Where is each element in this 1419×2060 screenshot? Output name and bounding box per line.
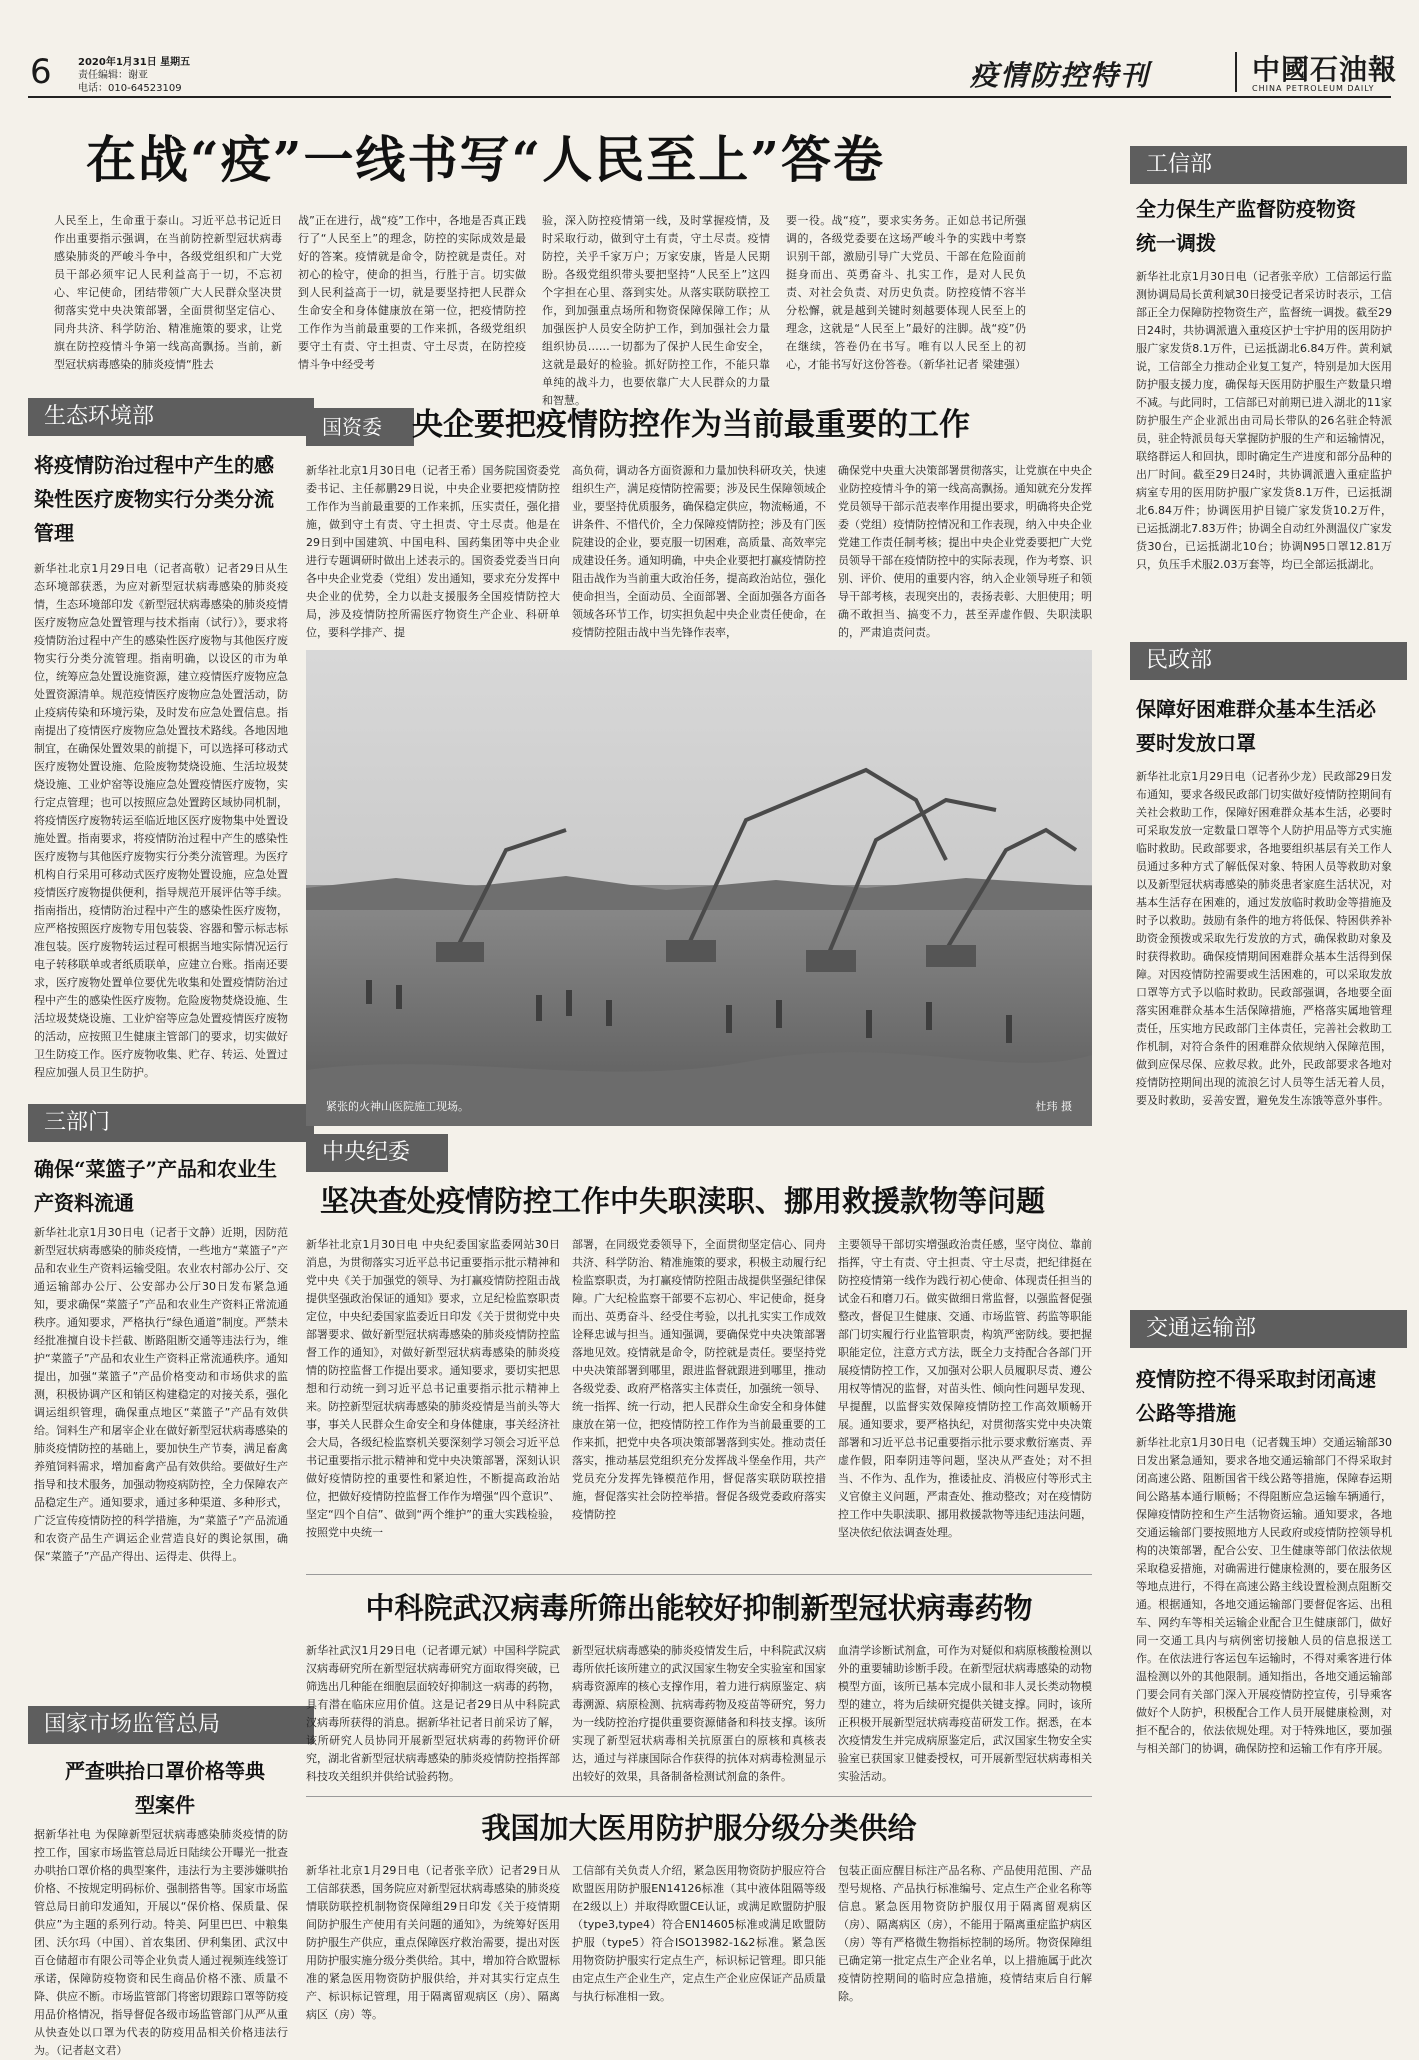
special-issue-label: 疫情防控特刊 bbox=[970, 59, 1151, 92]
cdi-col-3: 主要领导干部切实增强政治责任感，坚守岗位、靠前指挥，守土有责、守土担责、守土尽责，把纪律挺在防控疫情第一线作为践行初心使命、体现责任担当的试金石和磨刀石。做实做细日常监督，以强监督促强整改，督促卫生健康、交通、市场监管、药监等职能部门切实履行行业监管职责，构筑严密防线。要把握职能定位，注意方式方法，既全力支持配合各部门开展疫情防控工作，又加强对公职人员履职尽责、遵公用权等情况的监督，对苗头性、倾向性问题早发现、早提醒，以监督实效保障疫情防控工作高效顺畅开展。通知要求，要严格执纪，对贯彻落实党中央决策部署和习近平总书记重要指示批示要求敷衍塞责、弄虚作假，阳奉阴违等问题，坚决从严查处；对不担当、不作为、乱作为，推诿扯皮、消极应付等形式主义官僚主义问题，严肃查处、推动整改；对在疫情防控工作中失职渎职、挪用救援款物等违纪违法问题，坚决依纪依法调查处理。 bbox=[838, 1238, 1092, 1539]
section-label-transport: 交通运输部 bbox=[1130, 1310, 1407, 1348]
virus-title: 中科院武汉病毒所筛出能较好抑制新型冠状病毒药物 bbox=[365, 1591, 1033, 1625]
section-label-cdi: 中央纪委 bbox=[306, 1134, 448, 1172]
construction-site-illustration bbox=[306, 650, 1092, 1126]
construction-site-photo bbox=[306, 650, 1092, 1126]
lead-col-1: 人民至上，生命重于泰山。习近平总书记近日作出重要指示强调，在当前防控新型冠状病毒感染肺炎的严峻斗争中，各级党组织和广大党员干部必须牢记人民利益高于一切，不忘初心、牢记使命，团结带领广大人民群众坚决贯彻落实党中央决策部署，全面贯彻坚定信心、同舟共济、科学防治、精准施策的要求，让党旗在防控疫情斗争第一线高高飘扬。当前，新型冠状病毒感染的肺炎疫情“胜去 bbox=[54, 214, 282, 371]
market-body: 据新华社电 为保障新型冠状病毒感染肺炎疫情的防控工作，国家市场监管总局近日陆续公开曝光一批查办哄抬口罩价格的典型案件，违法行为主要涉嫌哄抬价格、不按规定明码标价、强制搭售等。国家市场监管总局日前印发通知，开展以“保价格、保质量、保供应”为主题的系列行动。特美、阿里巴巴、中粮集团、沃尔玛（中国）、首农集团、伊利集团、武汉中百仓储超市有限公司等企业负责人通过视频连线签订承诺，保障防疫物资和民生商品价格不涨、质量不降、供应不断。市场监管部门将密切跟踪口罩等防疫用品价格情况，指导督促各级市场监管部门从严从重从快查处以口罩为代表的防疫用品相关价格违法行为。（记者赵文君） bbox=[34, 1828, 288, 2057]
issue-date: 2020年1月31日 星期五 bbox=[78, 57, 191, 68]
ppe-col-3: 包装正面应醒目标注产品名称、产品使用范围、产品型号规格、产品执行标准编号、定点生产企业名称等信息。紧急医用物资防护服仅用于隔离留观病区（房）、隔离病区（房），不能用于隔离重症监护病区（房）等有严格微生物指标控制的场所。物资保障组已确定第一批定点生产企业名单，以上措施属于此次疫情防控期间的临时应急措施，疫情结束后自行解除。 bbox=[838, 1864, 1092, 2003]
cdi-col-1: 新华社北京1月30日电 中央纪委国家监委网站30日消息，为贯彻落实习近平总书记重要指示批示精神和党中央《关于加强党的领导、为打赢疫情防控阻击战提供坚强政治保证的通知》要求，立足纪检监察职责定位，中央纪委国家监委近日印发《关于贯彻党中央部署要求、做好新型冠状病毒感染的肺炎疫情防控监督工作的通知》，对做好新型冠状病毒感染的肺炎疫情的防控监督工作提出要求。通知要求，要切实把思想和行动统一到习近平总书记重要指示批示精神上来。防控新型冠状病毒感染的肺炎疫情是当前头等大事，事关人民群众生命安全和身体健康，事关经济社会大局，各级纪检监察机关要深刻学习领会习近平总书记重要指示批示精神和党中央决策部署，深刻认识做好疫情防控的重要性和紧迫性，不断提高政治站位，把做好疫情防控监督工作作为增强“四个意识”、坚定“四个自信”、做到“两个维护”的重大实践检验，按照党中央统一 bbox=[306, 1238, 560, 1539]
lead-headline: 在战“疫”一线书写“人民至上”答卷 bbox=[86, 130, 886, 189]
sasac-col-3: 确保党中央重大决策部署贯彻落实，让党旗在中央企业防控疫情斗争的第一线高高飘扬。通知就充分发挥党员领导干部示范表率作用提出要求，明确将央企党委（党组）疫情防控情况和工作表现，纳入中央企业党建工作责任制考核；提出中央企业党委要把广大党员领导干部在疫情防控中的实际表现，作为考察、识别、评价、使用的重要内容，纳入企业领导班子和领导干部考核，表现突出的，表扬表彰、大胆使用；明确不敢担当、搞变不力，甚至弄虚作假、失职渎职的，严肃追责问责。 bbox=[838, 464, 1092, 639]
sasac-title: 央企要把疫情防控作为当前最重要的工作 bbox=[412, 407, 970, 443]
divider bbox=[306, 1574, 1092, 1575]
divider-vertical bbox=[1235, 52, 1237, 92]
transport-body: 新华社北京1月30日电（记者魏玉坤）交通运输部30日发出紧急通知，要求各地交通运输部门不得采取封闭高速公路、阻断国省干线公路等措施，保障春运期间公路基本通行顺畅；不得阻断应急运输车辆通行，保障疫情防控和生产生活物资运输。通知要求，各地交通运输部门要按照地方人民政府或疫情防控领导机构的决策部署，配合公安、卫生健康等部门依法依规采取稳妥措施，对确需进行健康检测的，要在服务区等地点进行，不得在高速公路主线设置检测点阻断交通。根据通知，各地交通运输部门要督促客运、出租车、网约车等相关运输企业配合卫生健康部门，做好同一交通工具内与病例密切接触人员的信息报送工作。在依法进行客运包车运输时，不得对乘客进行体温检测以外的其他限制。通知指出，各地交通运输部门要会同有关部门深入开展疫情防控宣传，引导乘客做好个人防护，积极配合工作人员开展健康检测，对拒不配合的，依法依规处理。对于特殊地区，要加强与相关部门的协调，确保防控和运输工作有序开展。 bbox=[1136, 1436, 1392, 1755]
lead-col-4: 要一役。战“疫”，要求实务务。正如总书记所强调的，各级党委要在这场严峻斗争的实践中考察识别干部，激励引导广大党员、干部在危险面前挺身而出、英勇奋斗、扎实工作，是对人民负责、对社会负责、对历史负责。防控疫情不容半分松懈，就是越到关键时刻越要体现人民至上的理念，这就是“人民至上”最好的注脚。战“疫”仍在继续，答卷仍在书写。唯有以人民至上的初心，才能书写好这份答卷。（新华社记者 梁建强） bbox=[786, 214, 1026, 371]
cdi-col-2: 部署，在同级党委领导下，全面贯彻坚定信心、同舟共济、科学防治、精准施策的要求，积极主动履行纪检监察职责，为打赢疫情防控阻击战提供坚强纪律保障。广大纪检监察干部要不忘初心、牢记使命，挺身而出、英勇奋斗、经受住考验，以扎扎实实工作成效诠释忠诚与担当。通知强调，要确保党中央决策部署落地见效。疫情就是命令，防控就是责任。要坚持党中央决策部署到哪里，跟进监督就跟进到哪里，推动各级党委、政府严格落实主体责任，加强统一领导、统一指挥、统一行动，把人民群众生命安全和身体健康放在第一位，把疫情防控工作作为当前最重要的工作来抓，把党中央各项决策部署落到实处。推动责任落实，推动基层党组织充分发挥战斗堡垒作用，共产党员充分发挥先锋模范作用，督促落实联防联控措施，督促落实社会防控举措。督促各级党委政府落实疫情防控 bbox=[572, 1238, 826, 1521]
paper-name: 中國石油報 bbox=[1252, 53, 1398, 86]
section-label-market: 国家市场监管总局 bbox=[28, 1706, 314, 1744]
photo-caption: 紧张的火神山医院施工现场。 bbox=[326, 1100, 469, 1113]
agri-title: 确保“菜篮子”产品和农业生产资料流通 bbox=[34, 1157, 278, 1215]
section-label-eco: 生态环境部 bbox=[28, 398, 314, 436]
cdi-title: 坚决查处疫情防控工作中失职渎职、挪用救援款物等问题 bbox=[320, 1184, 1046, 1218]
ppe-col-1: 新华社北京1月29日电（记者张辛欣）记者29日从工信部获悉，国务院应对新型冠状病毒感染的肺炎疫情联防联控机制物资保障组29日印发《关于疫情期间防护服生产使用有关问题的通知》，为统筹好医用防护服生产供应，重点保障医疗救治需要，提出对医用防护服实施分级分类供给。其中，增加符合欧盟标准的紧急医用物资防护服供给，并对其实行定点生产、标识标记管理，用于隔离留观病区（房）、隔离病区（房）等。 bbox=[306, 1864, 560, 2021]
section-label-sasac: 国资委 bbox=[306, 408, 414, 446]
photo-credit: 杜玮 摄 bbox=[1035, 1100, 1072, 1113]
divider bbox=[306, 1796, 1092, 1797]
page-number: 6 bbox=[30, 52, 52, 92]
ppe-title: 我国加大医用防护服分级分类供给 bbox=[481, 1811, 917, 1845]
lead-col-3: 验，深入防控疫情第一线，及时掌握疫情，及时采取行动，做到守土有责，守土尽责。疫情防控，关乎千家万户；万家安康，皆是人民期盼。各级党组织带头要把坚持“人民至上”这四个字担在心里、落到实处。从落实联防联控工作，到加强重点场所和物资保障保障工作；从加强医护人员安全防护工作，到加强社会力量组织协员……一切都为了保护人民生命安全，这就是最好的检验。抓好防控工作，不能只靠单纯的战斗力，也要依靠广大人民群众的力量和智慧。 bbox=[542, 214, 770, 407]
ppe-col-2: 工信部有关负责人介绍，紧急医用物资防护服应符合欧盟医用防护服EN14126标准（其中液体阻隔等级在2级以上）并取得欧盟CE认证，或满足欧盟防护服（type3,type4）符合EN14605标准或满足欧盟防护服（type5）符合ISO13982-1&2标准。紧急医用物资防护服实行定点生产，标识标记管理。即只能由定点生产企业生产，定点生产企业应保证产品质量与执行标准相一致。 bbox=[572, 1864, 826, 2003]
lead-col-2: 战”正在进行，战“疫”工作中，各地是否真正践行了“人民至上”的理念，防控的实际成效是最好的答案。疫情就是命令，防控就是责任。对初心的检守，使命的担当，行胜于言。切实做到人民利益高于一切，就是要坚持把人民群众生命安全和身体健康放在第一位，把疫情防控工作作为当前最重要的工作来抓，各级党组织要守土有责、守土担责、守土尽责，在防控疫情斗争中经受考 bbox=[298, 214, 526, 371]
paper-name-en: CHINA PETROLEUM DAILY bbox=[1252, 84, 1375, 93]
section-label-miit: 工信部 bbox=[1130, 146, 1407, 184]
sasac-col-1: 新华社北京1月30日电（记者王希）国务院国资委党委书记、主任郝鹏29日说，中央企业要把疫情防控工作作为当前最重要的工作来抓，压实责任，强化措施，做到守土有责、守土担责、守土尽责。他是在29日到中国建筑、中国电科、国药集团等中央企业进行专题调研时做出上述表示的。国资委党委当日向各中央企业党委（党组）发出通知，要求充分发挥中央企业的优势，全力以赴支援服务全国疫情防控大局，涉及疫情防控所需医疗物资生产企业、科研单位，要科学排产、提 bbox=[306, 464, 560, 639]
transport-title: 疫情防控不得采取封闭高速公路等措施 bbox=[1136, 1367, 1376, 1425]
civil-title: 保障好困难群众基本生活必要时发放口罩 bbox=[1136, 697, 1376, 755]
section-label-civil: 民政部 bbox=[1130, 642, 1407, 680]
virus-col-3: 血清学诊断试剂盒，可作为对疑似和病原核酸检测以外的重要辅助诊断手段。在新型冠状病毒感染的动物模型方面，该所已基本完成小鼠和非人灵长类动物模型的建立，将为后续研究提供关键支撑。同时，该所正积极开展新型冠状病毒疫苗研发工作。据悉，在本次疫情发生并完成病原鉴定后，武汉国家生物安全实验室已获国家卫健委授权，可开展新型冠状病毒相关实验活动。 bbox=[838, 1644, 1092, 1783]
civil-body: 新华社北京1月29日电（记者孙少龙）民政部29日发布通知，要求各级民政部门切实做好疫情防控期间有关社会救助工作，保障好困难群众基本生活，必要时可采取发放一定数量口罩等个人防护用品等方式实施临时救助。民政部要求，各地要组织基层有关工作人员通过多种方式了解低保对象、特困人员等救助对象以及新型冠状病毒感染的肺炎患者家庭生活状况，对基本生活存在困难的，通过发放临时救助金等措施及时予以救助。鼓励有条件的地方将低保、特困供养补助资金预拨或采取先行发放的方式，确保救助对象及时获得救助。确保疫情期间困难群众基本生活得到保障。对因疫情防控需要或生活困难的，可以采取发放口罩等方式予以临时救助。民政部强调，各地要全面落实困难群众基本生活保障措施，严格落实属地管理责任，压实地方民政部门主体责任，完善社会救助工作机制，对符合条件的困难群众依规纳入保障范围，做到应保尽保、应救尽救。此外，民政部要求各地对疫情防控期间出现的流浪乞讨人员等生活无着人员，要及时救助，妥善安置，避免发生冻饿等意外事件。 bbox=[1136, 770, 1392, 1107]
eco-body: 新华社北京1月29日电（记者高敬）记者29日从生态环境部获悉，为应对新型冠状病毒感染的肺炎疫情，生态环境部印发《新型冠状病毒感染的肺炎疫情医疗废物应急处置管理与技术指南（试行）》，要求将疫情防治过程中产生的感染性医疗废物与其他医疗废物实行分类分流管理。指南明确，以设区的市为单位，统筹应急处置设施资源，建立疫情医疗废物应急处置资源清单。规范疫情医疗废物应急处置活动，防止疫病传染和环境污染，及时发布应急处置信息。指南提出了疫情医疗废物应急处置技术路线。各地因地制宜，在确保处置效果的前提下，可以选择可移动式医疗废物处置设施、危险废物焚烧设施、生活垃圾焚烧设施、工业炉窑等设施应急处置疫情医疗废物，实行定点管理；也可以按照应急处置跨区域协同机制，将疫情医疗废物转运至临近地区医疗废物集中处置设施处置。指南要求，将疫情防治过程中产生的感染性医疗废物与其他医疗废物实行分类分流管理。为医疗机构自行采用可移动式医疗废物处置设施，应急处置疫情医疗废物提供便利，指导规范开展评估等手续。指南指出，疫情防治过程中产生的感染性医疗废物，应严格按照医疗废物专用包装袋、容器和警示标志标准包装。医疗废物转运过程可根据当地实际情况运行电子转移联单或者纸质联单，应建立台账。指南还要求，医疗废物处置单位要优先收集和处置疫情防治过程中产生的感染性医疗废物。危险废物焚烧设施、生活垃圾焚烧设施、工业炉窑等应急处置疫情医疗废物的活动，应按照卫生健康主管部门的要求，切实做好卫生防疫工作。医疗废物收集、贮存、转运、处置过程应加强人员卫生防护。 bbox=[34, 562, 288, 1079]
sasac-col-2: 高负荷，调动各方面资源和力量加快科研攻关，快速组织生产，满足疫情防控需要；涉及民生保障领域企业，要坚持优质服务，确保稳定供应，物流畅通，不讲条件、不惜代价，全力保障疫情防控；涉及有门医院建设的企业，要克服一切困难，高质量、高效率完成建设任务。通知明确，中央企业要把打赢疫情防控阻击战作为当前重大政治任务，提高政治站位，强化使命担当，全面动员、全面部署、全面加强各方面各领域各环节工作，切实担负起中央企业责任使命，在疫情防控阻击战中当先锋作表率， bbox=[572, 464, 826, 639]
miit-title: 全力保生产监督防疫物资统一调拨 bbox=[1136, 197, 1356, 255]
agri-body: 新华社北京1月30日电（记者于文静）近期，因防范新型冠状病毒感染的肺炎疫情，一些地方“菜篮子”产品和农业生产资料运输受阻。农业农村部办公厅、交通运输部办公厅、公安部办公厅30日发布紧急通知，要求确保“菜篮子”产品和农业生产资料正常流通秩序。通知要求，严格执行“绿色通道”制度。严禁未经批准擅自设卡拦截、断路阻断交通等违法行为，维护“菜篮子”产品和农业生产资料正常流通秩序。通知提出，加强“菜篮子”产品价格变动和市场供求的监测，积极协调产区和销区构建稳定的对接关系，强化调运组织管理，确保重点地区“菜篮子”产品有效供给。饲料生产和屠宰企业在做好新型冠状病毒感染的肺炎疫情防控的基础上，要加快生产节奏，满足畜禽养殖饲料需求，增加畜禽产品有效供给。要做好生产指导和技术服务，加强动物疫病防控，全力保障农产品稳定生产。通知要求，通过多种渠道、多种形式，广泛宣传疫情防控的科学措施，为“菜篮子”产品流通和农资产品生产调运企业营造良好的舆论氛围，确保“菜篮子”产品产得出、运得走、供得上。 bbox=[34, 1226, 288, 1563]
masthead-rule bbox=[28, 96, 1391, 98]
issue-phone: 电话：010-64523109 bbox=[78, 83, 182, 94]
virus-col-2: 新型冠状病毒感染的肺炎疫情发生后，中科院武汉病毒所依托该所建立的武汉国家生物安全实验室和国家病毒资源库的核心支撑作用，着力进行病原鉴定、病毒溯源、病原检测、抗病毒药物及疫苗等研究，努力为一线防控治疗提供重要资源储备和科技支撑。该所实现了新型冠状病毒相关抗原蛋白的原核和真核表达，通过与祥康国际合作获得的抗体对病毒检测显示出较好的效果，具备制备检测试剂盒的条件。 bbox=[572, 1644, 826, 1783]
virus-col-1: 新华社武汉1月29日电（记者谭元斌）中国科学院武汉病毒研究所在新型冠状病毒研究方面取得突破，已筛选出几种能在细胞层面较好抑制这一病毒的药物，具有潜在临床应用价值。这是记者29日从中科院武汉病毒所获得的消息。据新华社记者日前采访了解，该所研究人员协同开展新型冠状病毒的药物评价研究，湖北省新型冠状病毒感染的肺炎疫情防控指挥部科技攻关组织并供给试验药物。 bbox=[306, 1644, 560, 1783]
miit-body: 新华社北京1月30日电（记者张辛欣）工信部运行监测协调局局长黄利斌30日接受记者采访时表示，工信部正全力保障防控物资生产，监督统一调拨。截至29日24时，共协调派遣入重疫区护士宇护用的医用防护服广家发货8.1万件，已运抵湖北6.84万件。黄利斌说，工信部全力推动企业复工复产，特别是加大医用防护服支援力度，确保每天医用防护服生产数量只增不减。与此同时，工信部已对前期已进入湖北的11家防护服生产企业派出由司局长带队的26名驻企特派员，驻企特派员每天掌握防护服的生产和运输情况，联络群运人和回执，即时确定生产进度和部分品种的出厂时间。截至29日24时，共协调派遣入重症监护病室专用的医用防护服广家发货8.1万件，已运抵湖北6.84万件；协调医用护目镜广家发货10.2万件，已运抵湖北7.83万件；协调全自动红外测温仪广家发货30台，已运抵湖北10台；协调N95口罩12.81万只，负压手术服2.03万套等，均已全部运抵湖北。 bbox=[1136, 270, 1392, 571]
issue-editor: 责任编辑：谢亚 bbox=[78, 70, 148, 81]
market-title: 严查哄抬口罩价格等典型案件 bbox=[65, 1759, 265, 1817]
section-label-agri: 三部门 bbox=[28, 1104, 314, 1142]
eco-title: 将疫情防治过程中产生的感染性医疗废物实行分类分流管理 bbox=[34, 453, 274, 545]
